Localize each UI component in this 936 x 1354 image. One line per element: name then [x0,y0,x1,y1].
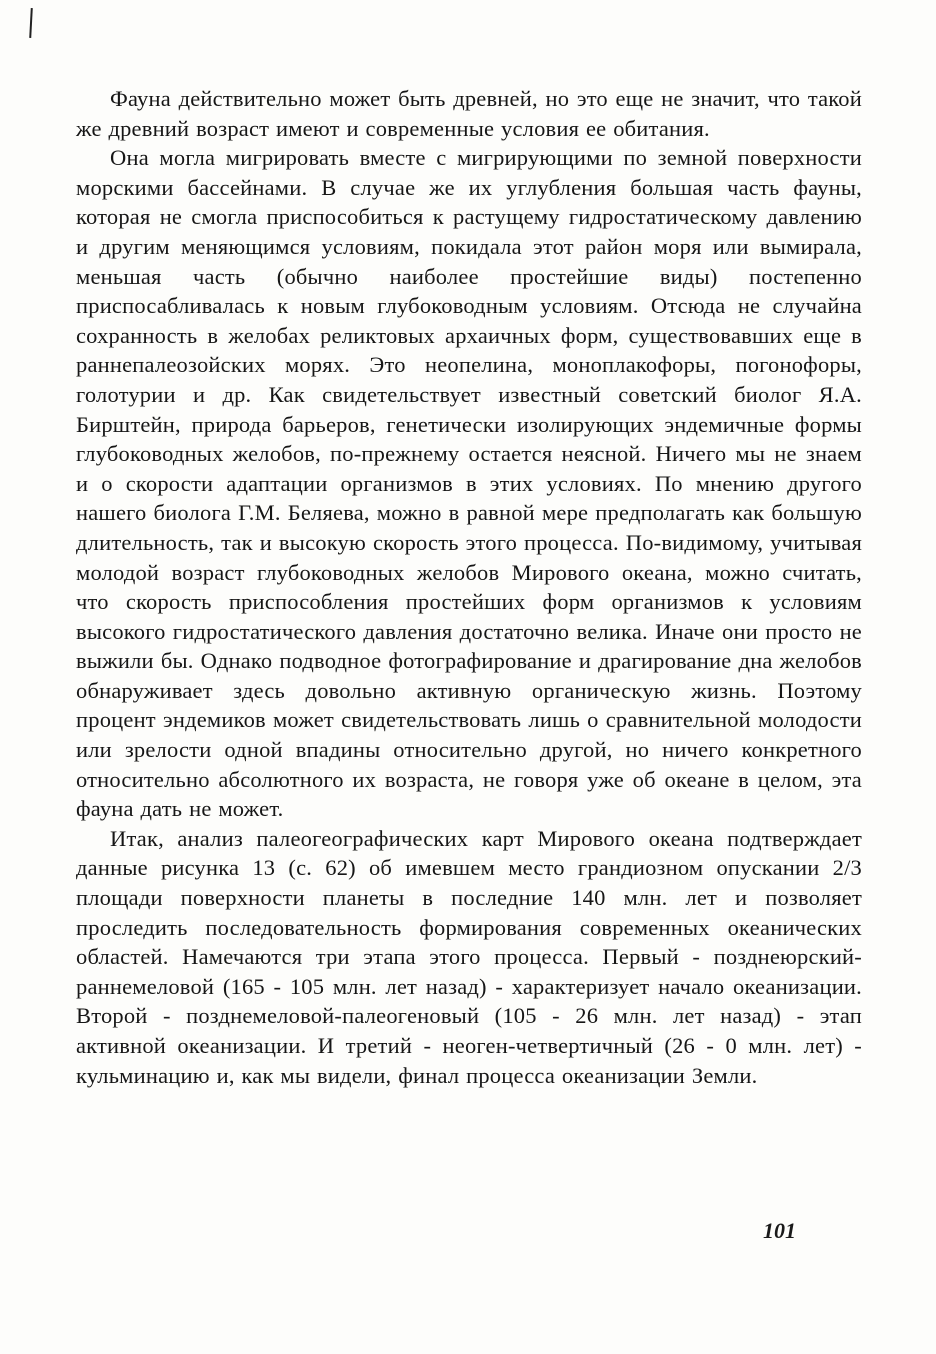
paragraph: Итак, анализ палеогеографических карт Мирового океана подтверждает данные рисунка 13 (с. 62) об имевшем место грандиозном опускании 2/3 площади поверхности планеты в последние 140 млн. лет и позволяет проследить последовательность формирования современных океанических областей. Намечаются три этапа этого процесса. Первый - позднеюрский-раннемеловой (165 - 105 млн. лет назад) - характеризует начало океанизации. Второй - позднемеловой-палеогеновый (105 - 26 млн. лет назад) - этап активной океанизации. И третий - неоген-четвертичный (26 - 0 млн. лет) - кульминацию и, как мы видели, финал процесса океанизации Земли. [76,825,862,1088]
scan-artifact-mark [29,8,33,38]
paragraph: Фауна действительно может быть древней, но это еще не значит, что такой же древний возраст имеют и современные условия ее обитания. [76,86,862,141]
paragraph: Она могла мигрировать вместе с мигрирующими по земной поверхности морскими бассейнами. В случае же их углубления большая часть фауны, которая не смогла приспособиться к растущему гидростатическому давлению и другим меняющимся условиям, покидала этот район моря или вымирала, меньшая часть (обычно наиболее простейшие виды) постепенно приспосабливалась к новым глубоководным условиям. Отсюда не случайна сохранность в желобах реликтовых архаичных форм, существовавших еще в раннепалеозойских морях. Это неопелина, моноплакофоры, погонофоры, голотурии и др. Как свидетельствует известный советский биолог Я.А. Бирштейн, природа барьеров, генетически изолирующих эндемичные формы глубоководных желобов, по-прежнему остается неясной. Ничего мы не знаем и о скорости адаптации организмов в этих условиях. По мнению другого нашего биолога Г.М. Беляева, можно в равной мере предполагать как большую длительность, так и высокую скорость этого процесса. По-видимому, учитывая молодой возраст глубоководных желобов Мирового океана, можно считать, что скорость приспособления простейших форм организмов к условиям высокого гидростатического давления достаточно велика. Иначе они просто не выжили бы. Однако подводное фотографирование и драгирование дна желобов обнаруживает здесь довольно активную органическую жизнь. Поэтому процент эндемиков может свидетельствовать лишь о сравнительной молодости или зрелости одной впадины относительно другой, но ничего конкретного относительно абсолютного их возраста, не говоря уже об океане в целом, эта фауна дать не может. [76,145,862,822]
page-number: 101 [763,1218,796,1243]
text-block [76,84,862,1090]
